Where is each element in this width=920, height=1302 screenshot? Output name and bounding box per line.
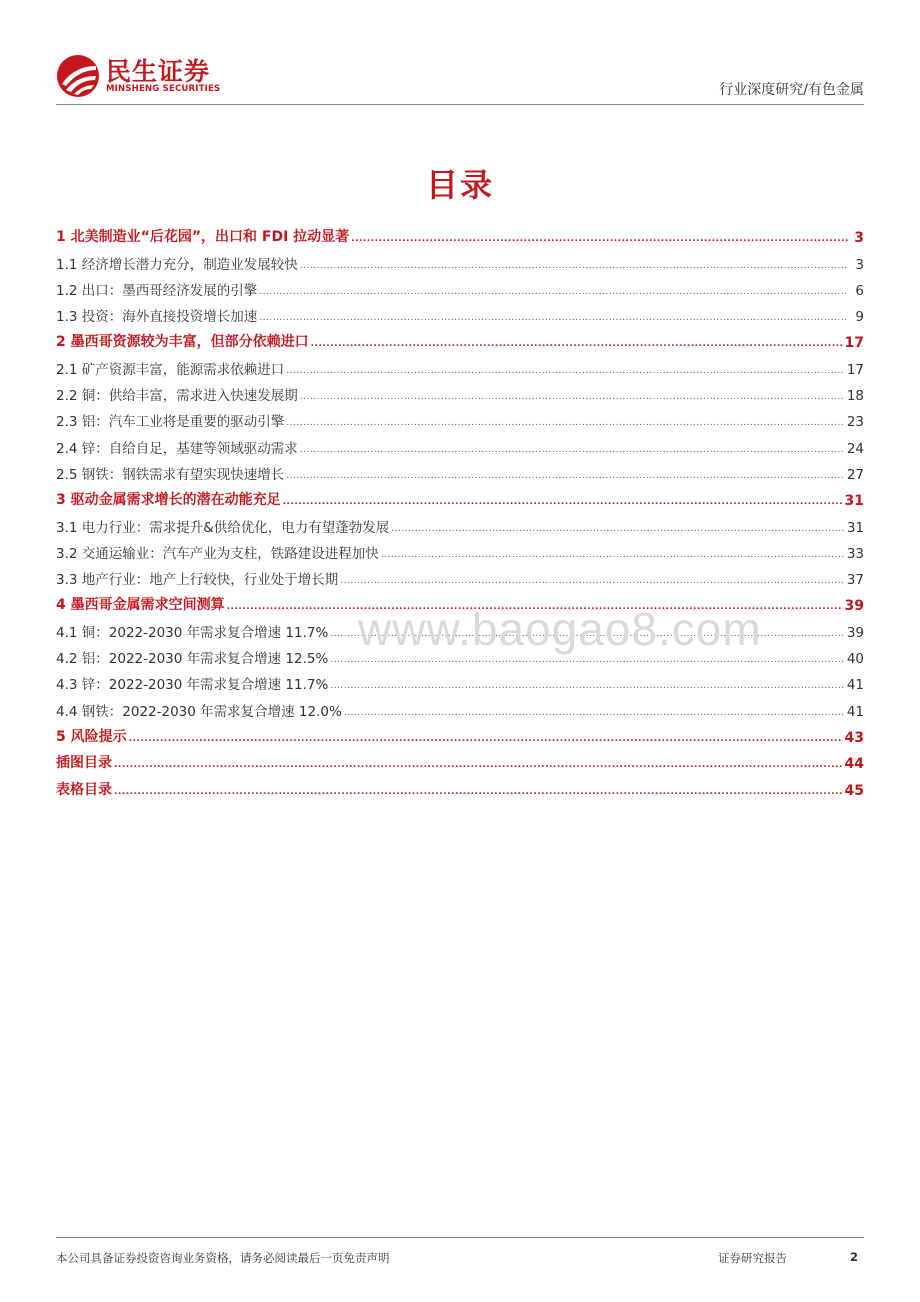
toc-entry-page: 23 (846, 414, 864, 431)
toc-entry-page: 37 (846, 572, 864, 589)
toc-entry-page: 9 (855, 309, 864, 326)
toc-entry-label: 3.2 交通运输业：汽车产业为支柱，铁路建设进程加快 (56, 545, 379, 562)
toc-entry-label: 3 驱动金属需求增长的潜在动能充足 (56, 492, 281, 509)
logo-chinese-name: 民生证券 (106, 57, 211, 86)
toc-dot-leader (340, 572, 845, 588)
toc-section-entry[interactable] (56, 378, 864, 404)
toc-entry-label: 1.1 经济增长潜力充分，制造业发展较快 (56, 256, 298, 273)
toc-section-entry[interactable] (56, 404, 864, 430)
toc-dot-leader (259, 309, 848, 325)
toc-chapter-entry[interactable] (56, 772, 864, 798)
toc-entry-label: 2.4 锌：自给自足，基建等领域驱动需求 (56, 440, 298, 457)
toc-entry-label: 1.2 出口：墨西哥经济发展的引擎 (56, 282, 258, 299)
page-header (0, 0, 920, 130)
toc-entry-page: 18 (846, 388, 864, 405)
toc-chapter-entry[interactable] (56, 220, 864, 246)
toc-chapter-entry[interactable] (56, 746, 864, 772)
toc-entry-label: 4.1 铜：2022-2030 年需求复合增速 11.7% (56, 624, 329, 641)
toc-chapter-entry[interactable] (56, 720, 864, 746)
toc-dot-leader (300, 441, 845, 457)
toc-section-entry[interactable] (56, 273, 864, 299)
toc-entry-label: 3.3 地产行业：地产上行较快，行业处于增长期 (56, 572, 339, 589)
toc-entry-page: 40 (846, 651, 864, 668)
toc-entry-label: 1.3 投资：海外直接投资增长加速 (56, 309, 258, 326)
toc-entry-label: 表格目录 (56, 781, 112, 798)
toc-dot-leader (114, 783, 843, 799)
toc-dot-leader (300, 257, 848, 273)
footer-disclaimer: 本公司具备证券投资咨询业务资格，请务必阅读最后一页免责声明 (56, 1251, 390, 1265)
toc-entry-page: 43 (844, 729, 864, 746)
watermark: www.baogao8.com (358, 603, 762, 655)
footer-document-type: 证券研究报告 (718, 1251, 787, 1265)
toc-section-entry[interactable] (56, 430, 864, 456)
minsheng-logo-icon (56, 54, 100, 98)
toc-entry-page: 44 (844, 756, 864, 773)
toc-entry-page: 45 (844, 782, 864, 799)
logo-english-name: MINSHENG SECURITIES (106, 84, 221, 94)
toc-dot-leader (114, 756, 843, 772)
toc-title: 目录 (425, 166, 494, 204)
toc-entry-label: 插图目录 (56, 755, 112, 772)
toc-entry-label: 4.4 钢铁：2022-2030 年需求复合增速 12.0% (56, 703, 342, 720)
toc-entry-label: 4.2 铝：2022-2030 年需求复合增速 12.5% (56, 651, 329, 668)
toc-dot-leader (129, 730, 843, 746)
toc-section-entry[interactable] (56, 351, 864, 377)
toc-section-entry[interactable] (56, 693, 864, 719)
toc-entry-page: 24 (846, 440, 864, 457)
toc-dot-leader (259, 283, 848, 299)
toc-entry-page: 17 (846, 361, 864, 378)
footer-divider (56, 1237, 864, 1238)
toc-dot-leader (286, 414, 845, 430)
toc-dot-leader (286, 362, 845, 378)
toc-section-entry[interactable] (56, 536, 864, 562)
toc-entry-label: 4.3 锌：2022-2030 年需求复合增速 11.7% (56, 677, 329, 694)
toc-entry-page: 27 (846, 466, 864, 483)
toc-entry-page: 41 (846, 703, 864, 720)
toc-chapter-entry[interactable] (56, 325, 864, 351)
toc-dot-leader (344, 704, 845, 720)
toc-entry-page: 6 (855, 282, 864, 299)
table-of-contents (56, 220, 864, 799)
toc-entry-page: 31 (846, 519, 864, 536)
toc-entry-label: 5 风险提示 (56, 728, 127, 745)
toc-entry-page: 33 (846, 545, 864, 562)
page-number: 2 (849, 1250, 858, 1264)
toc-entry-page: 3 (854, 230, 864, 247)
toc-dot-leader (381, 546, 845, 562)
toc-section-entry[interactable] (56, 667, 864, 693)
toc-dot-leader (330, 677, 844, 693)
toc-entry-page: 31 (844, 493, 864, 510)
toc-entry-page: 39 (846, 624, 864, 641)
toc-dot-leader (311, 335, 843, 351)
toc-entry-page: 17 (844, 335, 864, 352)
toc-entry-page: 41 (846, 677, 864, 694)
toc-section-entry[interactable] (56, 509, 864, 535)
toc-entry-label: 4 墨西哥金属需求空间测算 (56, 597, 225, 614)
toc-entry-label: 2.1 矿产资源丰富，能源需求依赖进口 (56, 361, 285, 378)
toc-dot-leader (351, 230, 848, 246)
toc-dot-leader (300, 388, 845, 404)
toc-chapter-entry[interactable] (56, 483, 864, 509)
toc-entry-label: 2 墨西哥资源较为丰富，但部分依赖进口 (56, 334, 309, 351)
toc-entry-label: 3.1 电力行业：需求提升&供给优化，电力有望蓬勃发展 (56, 519, 390, 536)
toc-dot-leader (286, 467, 845, 483)
toc-dot-leader (391, 520, 845, 536)
toc-section-entry[interactable] (56, 562, 864, 588)
toc-entry-page: 39 (844, 598, 864, 615)
toc-section-entry[interactable] (56, 246, 864, 272)
toc-entry-label: 1 北美制造业“后花园”，出口和 FDI 拉动显著 (56, 229, 350, 246)
toc-entry-label: 2.2 铜：供给丰富，需求进入快速发展期 (56, 388, 298, 405)
toc-entry-page: 3 (855, 256, 864, 273)
header-divider (56, 104, 864, 105)
company-logo (56, 50, 231, 102)
report-category: 行业深度研究/有色金属 (719, 82, 864, 98)
toc-dot-leader (283, 493, 843, 509)
toc-entry-label: 2.3 铝：汽车工业将是重要的驱动引擎 (56, 414, 285, 431)
toc-section-entry[interactable] (56, 457, 864, 483)
toc-entry-label: 2.5 钢铁：钢铁需求有望实现快速增长 (56, 466, 285, 483)
toc-section-entry[interactable] (56, 299, 864, 325)
